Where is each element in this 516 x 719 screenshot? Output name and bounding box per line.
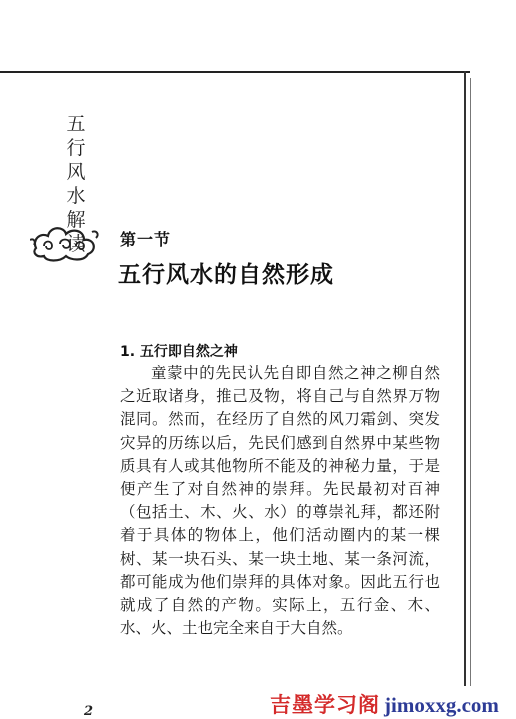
right-rule [464,71,466,686]
right-rule-inner [470,78,471,686]
book-side-title: 五行风水解读 [66,113,86,255]
body-paragraph: 童蒙中的先民认先自即自然之神之柳自然之近取诸身，推己及物，将自己与自然界万物混同。然而，在经历了自然的风刀霜剑、突发灾异的历练以后，先民们感到自然界中某些物质具有人或其他物所不能及的神秘力量，于是便产生了对自然神的崇拜。先民最初对百神（包括土、木、火、水）的尊崇礼拜，都还附着于具体的物体上，他们活动圈内的某一棵树、某一块石头、某一块土地、某一条河流，都可能成为他们崇拜的具体对象。因此五行也就成了自然的产物。实际上，五行金、木、水、火、土也完全来自于大自然。 [120,364,440,638]
cloud-ornament-icon [30,218,100,264]
page-number: 2 [84,704,94,719]
top-rule [0,71,470,73]
section-title: 五行风水的自然形成 [118,262,334,288]
watermark-url: jimoxxg.com [384,693,499,717]
watermark-chinese: 吉墨学习阁 [270,693,380,717]
section-label: 第一节 [120,230,172,249]
subsection-heading: 1. 五行即自然之神 [120,344,238,360]
site-watermark [270,689,499,715]
